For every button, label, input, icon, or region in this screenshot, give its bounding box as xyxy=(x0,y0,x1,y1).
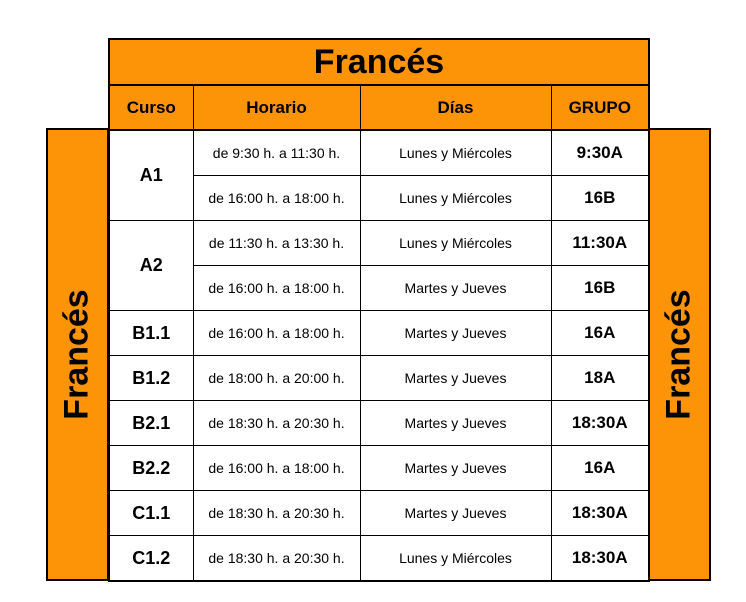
table-row xyxy=(109,536,649,582)
curso-cell: C1.2 xyxy=(109,536,193,582)
grupo-cell: 16A xyxy=(551,446,649,491)
schedule-table xyxy=(108,84,650,582)
dias-cell: Martes y Jueves xyxy=(360,311,551,356)
horario-cell: de 16:00 h. a 18:00 h. xyxy=(193,311,360,356)
curso-cell: C1.1 xyxy=(109,491,193,536)
table-row xyxy=(109,491,649,536)
header-grupo: GRUPO xyxy=(551,85,649,130)
grupo-cell: 18:30A xyxy=(551,401,649,446)
dias-cell: Martes y Jueves xyxy=(360,401,551,446)
grupo-cell: 18:30A xyxy=(551,536,649,582)
horario-cell: de 18:00 h. a 20:00 h. xyxy=(193,356,360,401)
dias-cell: Martes y Jueves xyxy=(360,446,551,491)
grupo-cell: 16B xyxy=(551,266,649,311)
table-row xyxy=(109,446,649,491)
table-row xyxy=(109,221,649,266)
curso-cell: B2.1 xyxy=(109,401,193,446)
horario-cell: de 9:30 h. a 11:30 h. xyxy=(193,130,360,176)
horario-cell: de 18:30 h. a 20:30 h. xyxy=(193,536,360,582)
horario-cell: de 18:30 h. a 20:30 h. xyxy=(193,401,360,446)
header-curso: Curso xyxy=(109,85,193,130)
grupo-cell: 16A xyxy=(551,311,649,356)
schedule-title: Francés xyxy=(108,38,650,84)
curso-cell: A1 xyxy=(109,130,193,221)
grupo-cell: 9:30A xyxy=(551,130,649,176)
horario-cell: de 16:00 h. a 18:00 h. xyxy=(193,266,360,311)
dias-cell: Martes y Jueves xyxy=(360,356,551,401)
dias-cell: Lunes y Miércoles xyxy=(360,536,551,582)
horario-cell: de 18:30 h. a 20:30 h. xyxy=(193,491,360,536)
side-label-left xyxy=(46,128,109,581)
side-label-right xyxy=(648,128,711,581)
table-row xyxy=(109,130,649,176)
dias-cell: Martes y Jueves xyxy=(360,491,551,536)
table-row xyxy=(109,311,649,356)
side-label-right-text: Francés xyxy=(660,289,698,420)
header-horario: Horario xyxy=(193,85,360,130)
grupo-cell: 18A xyxy=(551,356,649,401)
dias-cell: Martes y Jueves xyxy=(360,266,551,311)
horario-cell: de 16:00 h. a 18:00 h. xyxy=(193,446,360,491)
grupo-cell: 16B xyxy=(551,176,649,221)
curso-cell: A2 xyxy=(109,221,193,311)
curso-cell: B1.2 xyxy=(109,356,193,401)
horario-cell: de 16:00 h. a 18:00 h. xyxy=(193,176,360,221)
dias-cell: Lunes y Miércoles xyxy=(360,130,551,176)
header-row xyxy=(109,85,649,130)
side-label-left-text: Francés xyxy=(58,289,96,420)
table-row xyxy=(109,356,649,401)
header-dias: Días xyxy=(360,85,551,130)
grupo-cell: 18:30A xyxy=(551,491,649,536)
curso-cell: B1.1 xyxy=(109,311,193,356)
dias-cell: Lunes y Miércoles xyxy=(360,176,551,221)
curso-cell: B2.2 xyxy=(109,446,193,491)
dias-cell: Lunes y Miércoles xyxy=(360,221,551,266)
horario-cell: de 11:30 h. a 13:30 h. xyxy=(193,221,360,266)
table-row xyxy=(109,401,649,446)
grupo-cell: 11:30A xyxy=(551,221,649,266)
